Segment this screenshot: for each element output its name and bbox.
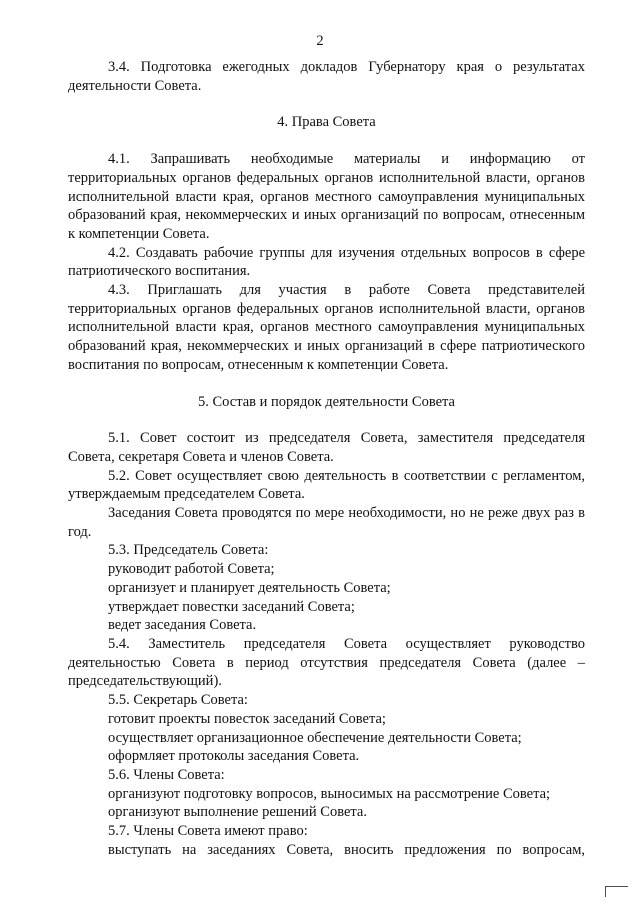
document-paragraph: 5.4. Заместитель председателя Совета осуществляет руководство деятельностью Совета в период отсутствия председателя Совета (далее – председательствующий). — [68, 635, 585, 690]
document-line: осуществляет организационное обеспечение деятельности Совета; — [108, 729, 522, 746]
section-spacer — [68, 375, 585, 393]
document-line: организуют подготовку вопросов, выносимых на рассмотрение Совета; — [108, 785, 551, 802]
document-paragraph: 4.2. Создавать рабочие группы для изучения отдельных вопросов в сфере патриотического воспитания. — [68, 244, 585, 280]
section-spacer — [68, 132, 585, 150]
document-body — [68, 58, 585, 859]
document-paragraph: 5.2. Совет осуществляет свою деятельность в соответствии с регламентом, утверждаемым председателем Совета. — [68, 467, 585, 503]
document-paragraph: 4.1. Запрашивать необходимые материалы и информацию от территориальных органов федеральных органов исполнительной власти, органов исполнительной власти края, органов местного самоуправления муниципальных образований края, некоммерческих и иных организаций по вопросам, отнесенным к компетенции Совета. — [68, 151, 585, 242]
document-line: руководит работой Совета; — [108, 561, 275, 578]
document-paragraph: 5.1. Совет состоит из председателя Совета, заместителя председателя Совета, секретаря Совета и членов Совета. — [68, 430, 585, 465]
document-line: оформляет протоколы заседания Совета. — [108, 748, 360, 765]
scan-corner-mark — [605, 886, 628, 897]
document-paragraph: Заседания Совета проводятся по мере необходимости, но не реже двух раз в год. — [68, 505, 585, 540]
section-spacer — [68, 95, 585, 113]
page-number: 2 — [316, 33, 324, 49]
document-line: организует и планирует деятельность Совета; — [108, 579, 391, 596]
section-heading: 5. Состав и порядок деятельности Совета — [198, 393, 455, 410]
section-heading: 4. Права Совета — [277, 114, 376, 131]
section-spacer — [68, 411, 585, 429]
document-paragraph: 4.3. Приглашать для участия в работе Совета представителей территориальных органов федеральных органов исполнительной власти, органов исполнительной власти края, органов местного самоуправления муниципальных образований края, некоммерческих и иных организаций в сфере патриотического воспитания по вопросам, отнесенным к компетенции Совета. — [68, 282, 585, 373]
document-line: готовит проекты повесток заседаний Совета; — [108, 710, 386, 727]
document-line: 5.6. Члены Совета: — [108, 766, 225, 783]
document-line: утверждает повестки заседаний Совета; — [108, 598, 355, 615]
document-line: 5.3. Председатель Совета: — [108, 542, 269, 559]
document-line: 5.5. Секретарь Совета: — [108, 692, 248, 709]
document-line: ведет заседания Совета. — [108, 617, 257, 634]
document-paragraph: выступать на заседаниях Совета, вносить предложения по вопросам, — [108, 841, 585, 858]
document-paragraph: 3.4. Подготовка ежегодных докладов Губернатору края о результатах деятельности Совета. — [68, 59, 585, 94]
document-line: организуют выполнение решений Совета. — [108, 804, 367, 821]
document-line: 5.7. Члены Совета имеют право: — [108, 823, 308, 840]
